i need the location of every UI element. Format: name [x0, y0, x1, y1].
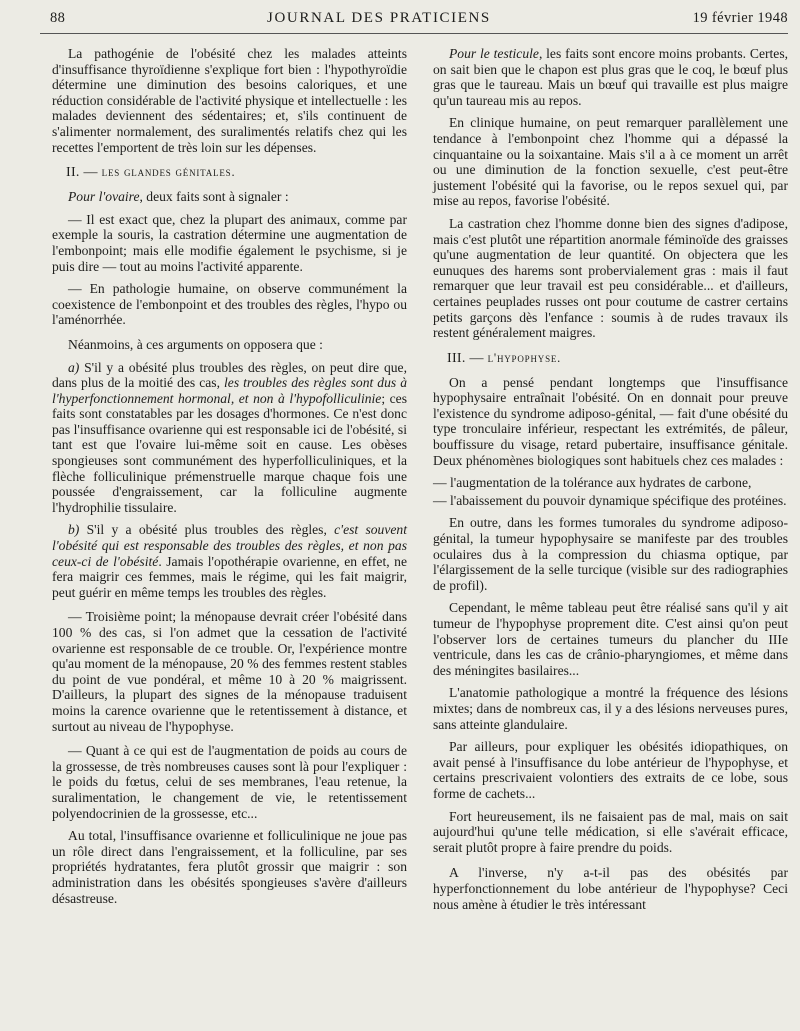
section-heading-pituitary: III. — l'hypophyse. — [447, 350, 562, 366]
paragraph: — Il est exact que, chez la plupart des animaux, comme par exemple la souris, la castration détermine une augmentation de l'embonpoint; mais elle modifie également le psychisme, si je puis dire — tout au moins l'activité apparente. — [52, 211, 407, 274]
page-number: 88 — [50, 10, 66, 26]
page-header — [40, 10, 788, 34]
paragraph: Fort heureusement, ils ne faisaient pas de mal, mais on sait aujourd'hui qu'une telle médication, si elle s'avérait efficace, serait plutôt propre à faire prendre du poids. — [433, 808, 788, 855]
paragraph: La pathogénie de l'obésité chez les malades atteints d'insuffisance thyroïdienne s'explique fort bien : l'hypothyroïdie détermine une diminution des besoins caloriques, et une réduction considérable de l'activité physique et intellectuelle : les malades deviennent des sédentaires; et, s'ils continuent de s'alimenter normalement, des suralimentés relatifs chez qui les recettes l'emportent de très loin sur les dépenses. — [52, 46, 407, 155]
section-heading-gonads: II. — les glandes génitales. — [66, 165, 236, 181]
issue-date: 19 février 1948 — [692, 10, 788, 26]
paragraph: Au total, l'insuffisance ovarienne et folliculinique ne joue pas un rôle direct dans l'engraissement, et la folliculine, par ses propriétés hydratantes, fera plutôt grossir que maigrir : son administration dans les obésités spongieuses s'avère d'ailleurs désastreuse. — [52, 828, 407, 906]
paragraph: L'anatomie pathologique a montré la fréquence des lésions mixtes; dans de nombreux cas, il y a des lésions nerveuses pures, sans atteinte glandulaire. — [433, 685, 788, 732]
paragraph: Pour l'ovaire, deux faits sont à signaler : — [68, 189, 289, 205]
paragraph: a) S'il y a obésité plus troubles des règles, on peut dire que, dans plus de la moitié des cas, les troubles des règles sont dus à l'hyperfonctionnement hormonal, et non à l'hypofolliculinie; ces faits sont constatables par les dosages d'hormones. Ce n'est donc pas l'insuffisance ovarienne qui est responsable ici de l'obésité, si tant est que l'ovaire lui-même soit en cause. Les obèses spongieuses sont communément des hyperfolliculiniques, et la flèche folliculinique prémenstruelle marque chaque fois une poussée d'engraissement, car la folliculine augmente l'hydrophilie tissulaire. — [52, 359, 408, 515]
paragraph: Cependant, le même tableau peut être réalisé sans qu'il y ait tumeur de l'hypophyse proprement dite. C'est ainsi qu'on peut l'observer lors de certaines tumeurs du plancher du IIIe ventricule, dans les cas de crânio-pharyngiomes, et même dans des méningites basilaires... — [433, 600, 788, 678]
paragraph: — l'abaissement du pouvoir dynamique spécifique des protéines. — [433, 492, 787, 508]
paragraph: Néanmoins, à ces arguments on opposera que : — [68, 336, 323, 352]
article-body — [52, 46, 788, 919]
left-column — [52, 46, 407, 919]
paragraph: A l'inverse, n'y a-t-il pas des obésités par hyperfonctionnement du lobe antérieur de l'hypophyse? Ceci nous amène à étudier le très intéressant — [433, 865, 788, 912]
paragraph: — En pathologie humaine, on observe communément la coexistence de l'embonpoint et des troubles des règles, l'hypo ou l'aménorrhée. — [52, 281, 407, 328]
paragraph: — Quant à ce qui est de l'augmentation de poids au cours de la grossesse, de très nombreuses causes sont là pour l'expliquer : le poids du fœtus, celui de ses membranes, l'eau retenue, la suralimentation, le changement de vie, le retentissement polyendocrinien de la grossesse, etc... — [52, 743, 407, 821]
paragraph: La castration chez l'homme donne bien des signes d'adipose, mais c'est plutôt une répartition anormale féminoïde des graisses qu'une augmentation de leur quantité. On objectera que les eunuques des harems sont probervialement gras : mais il faut remarquer que leur travail est peu considérable... et d'ailleurs, certaines peuplades russes ont pour coutume de castrer certains petits garçons dès l'enfance : soumis à de rudes travaux ils restent généralement maigres. — [433, 215, 788, 341]
right-column — [433, 46, 788, 919]
paragraph: — l'augmentation de la tolérance aux hydrates de carbone, — [433, 475, 752, 491]
paragraph: Pour le testicule, les faits sont encore moins probants. Certes, on sait bien que le chapon est plus gras que le coq, le bœuf plus gras que le taureau. Mais un bœuf qui travaille est plus maigre qu'un taureau mis au repos. — [433, 46, 789, 108]
paragraph: En clinique humaine, on peut remarquer parallèlement une tendance à l'embonpoint chez l'homme qui a dépassé la cinquantaine ou la soixantaine. Mais s'il a à ce moment un arrêt ou une diminution de la fonction sexuelle, c'est peut-être justement l'obésité qui la favorise, ou le repos sexuel qui, par mise au repos, favorise l'obésité. — [433, 115, 788, 209]
journal-title: JOURNAL DES PRATICIENS — [267, 10, 491, 26]
paragraph: En outre, dans les formes tumorales du syndrome adiposo-génital, la tumeur hypophysaire se manifeste par des troubles oculaires dus à la compression du chiasma optique, par l'élargissement de la selle turcique (visible sur des radiographies de profil). — [433, 515, 788, 593]
paragraph: On a pensé pendant longtemps que l'insuffisance hypophysaire entraînait l'obésité. On en donnait pour preuve l'existence du syndrome adiposo-génital, — fait d'une obésité du type tronculaire inférieur, respectant les extrémités, de pâleur, bouffissure du visage, retard pubertaire, insuffisance génitale. Deux phénomènes biologiques sont habituels chez ces malades : — [433, 374, 788, 468]
paragraph: — Troisième point; la ménopause devrait créer l'obésité dans 100 % des cas, si l'on admet que la cessation de l'activité ovarienne est responsable de ce trouble. Or, l'expérience montre qu'au moment de la ménopause, 20 % des femmes restent stables du point de vue pondéral, et même 10 à 20 % maigrissent. D'ailleurs, la plupart des signes de la ménopause traduisent moins la carence ovarienne que le retentissement à distance, et surtout au niveau de l'hypophyse. — [52, 609, 407, 734]
paragraph: Par ailleurs, pour expliquer les obésités idiopathiques, on avait pensé à l'insuffisance du lobe antérieur de l'hypophyse, et certains prescrivaient volontiers des extraits de ce lobe, sous forme de cachets... — [433, 739, 788, 801]
paragraph: b) S'il y a obésité plus troubles des règles, c'est souvent l'obésité qui est responsable des troubles des règles, et non pas ceux-ci de l'obésité. Jamais l'opothérapie ovarienne, en effet, ne fera maigrir ces femmes, mais le régime, qui les fait maigrir, peut guérir en même temps les troubles des règles. — [52, 522, 407, 600]
